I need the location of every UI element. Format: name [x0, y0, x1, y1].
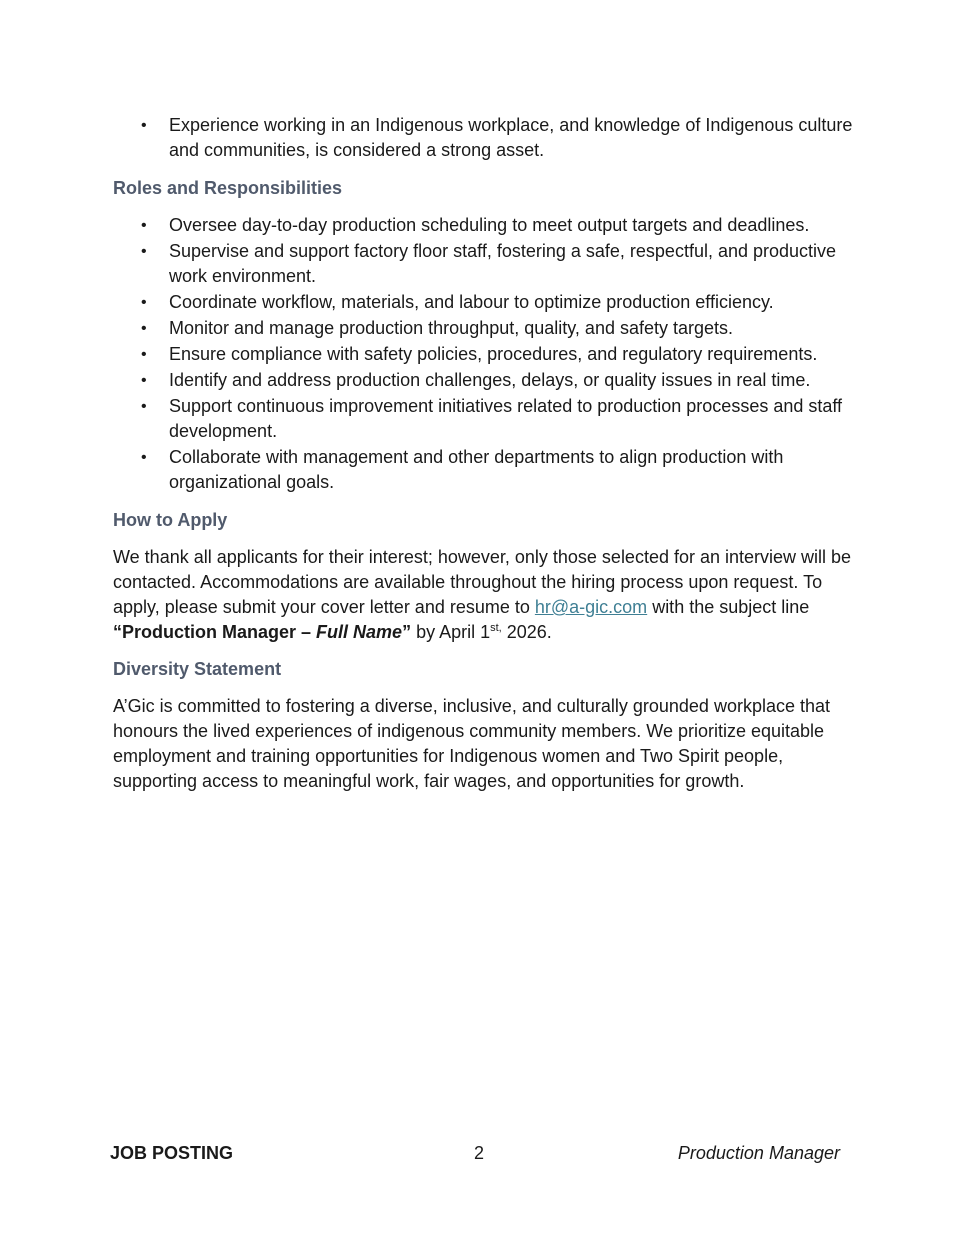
deadline-suffix: 2026.	[501, 622, 552, 642]
list-item-text: Identify and address production challenges, delays, or quality issues in real time.	[169, 370, 811, 390]
list-item-text: Oversee day-to-day production scheduling to meet output targets and deadlines.	[169, 215, 810, 235]
list-item	[113, 445, 853, 495]
subject-name: Full Name	[316, 622, 403, 642]
list-item-text: Ensure compliance with safety policies, procedures, and regulatory requirements.	[169, 344, 818, 364]
deadline-ordinal: st,	[490, 622, 502, 634]
bullet-icon: •	[141, 294, 147, 311]
apply-heading: How to Apply	[113, 510, 228, 530]
bullet-icon: •	[141, 449, 147, 466]
bullet-icon: •	[141, 398, 147, 415]
bullet-icon: •	[141, 117, 147, 134]
list-item-text: Support continuous improvement initiatives related to production processes and staff development.	[169, 396, 843, 441]
bullet-icon: •	[141, 243, 147, 260]
diversity-heading: Diversity Statement	[113, 659, 282, 679]
list-item	[113, 290, 853, 315]
list-item	[113, 394, 853, 444]
page-number: 2	[474, 1143, 485, 1163]
deadline-prefix: by April 1	[411, 622, 491, 642]
page-content	[113, 113, 853, 794]
bullet-icon: •	[141, 320, 147, 337]
email-link[interactable]: hr@a-gic.com	[534, 597, 648, 617]
footer-job-title: Production Manager	[677, 1143, 840, 1163]
list-item-text: Experience working in an Indigenous workplace, and knowledge of Indigenous culture and communities, is considered a strong asset.	[169, 115, 853, 160]
intro-bullet-list	[113, 113, 853, 163]
apply-paragraph	[113, 545, 853, 645]
roles-heading: Roles and Responsibilities	[113, 178, 343, 198]
bullet-icon: •	[141, 346, 147, 363]
list-item-text: Coordinate workflow, materials, and labour to optimize production efficiency.	[169, 292, 774, 312]
list-item	[113, 213, 853, 238]
apply-text: We thank all applicants for their interest; however, only those selected for an interview will be contacted. Accommodations are available throughout the hiring process upon request. To apply, please submit your cover letter and resume to	[113, 547, 852, 617]
bullet-icon: •	[141, 217, 147, 234]
list-item	[113, 316, 853, 341]
page-footer	[110, 1141, 840, 1166]
list-item-text: Monitor and manage production throughput, quality, and safety targets.	[169, 318, 734, 338]
roles-bullet-list	[113, 213, 853, 495]
list-item	[113, 239, 853, 289]
list-item-text: Supervise and support factory floor staff, fostering a safe, respectful, and productive work environment.	[169, 241, 837, 286]
bullet-icon: •	[141, 372, 147, 389]
list-item	[113, 113, 853, 163]
list-item	[113, 368, 853, 393]
list-item	[113, 342, 853, 367]
diversity-paragraph: A’Gic is committed to fostering a diverse, inclusive, and culturally grounded workplace that honours the lived experiences of indigenous community members. We prioritize equitable employment and training opportunities for Indigenous women and Two Spirit people, supporting access to meaningful work, fair wages, and opportunities for growth.	[113, 696, 831, 791]
subject-line: “Production Manager – Full Name”	[113, 622, 412, 642]
apply-text-subject-intro: with the subject line	[647, 597, 810, 617]
footer-doc-type: JOB POSTING	[110, 1143, 234, 1163]
list-item-text: Collaborate with management and other departments to align production with organizational goals.	[169, 447, 784, 492]
